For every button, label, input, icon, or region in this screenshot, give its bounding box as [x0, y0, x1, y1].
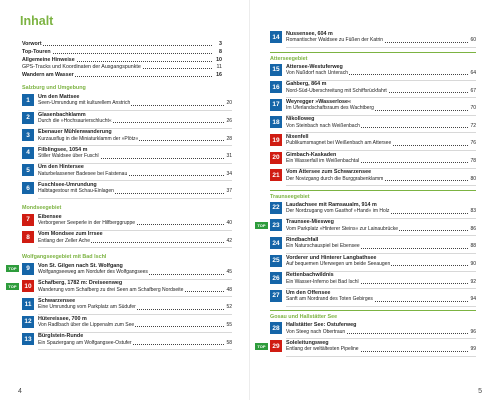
- front-matter-item[interactable]: [22, 63, 222, 71]
- page-number: 37: [226, 188, 232, 195]
- tour-number-badge: 23: [270, 219, 282, 231]
- toc-entry[interactable]: [22, 164, 232, 181]
- tour-title: Filblingsee, 1054 m: [38, 146, 88, 153]
- tour-subtitle: [286, 88, 476, 95]
- toc-entry[interactable]: [270, 99, 476, 116]
- tour-title: Um den Mattsee: [38, 94, 80, 100]
- tour-number-badge: 28: [270, 322, 282, 334]
- tour-subtitle: [38, 171, 232, 178]
- tour-subtitle-text: Ein Spaziergang am Wolfgangsee-Ostufer: [38, 339, 132, 346]
- tour-title: Von St. Gilgen nach St. Wolfgang: [38, 262, 123, 269]
- toc-entry[interactable]: [270, 31, 476, 48]
- tour-subtitle-text: Wanderung vom Schafberg zu drei Seen am Schafberg Nordseite: [38, 286, 184, 293]
- page-number: 10: [216, 56, 222, 63]
- toc-entry[interactable]: [270, 81, 476, 98]
- entry-divider: [286, 47, 476, 48]
- toc-entry[interactable]: [22, 182, 232, 199]
- tour-title: Laudachsee mit Ramsaualm, 914 m: [286, 201, 377, 208]
- tour-subtitle: [286, 243, 476, 250]
- tour-title: Fuschlsee-Umrundung: [38, 182, 97, 188]
- tour-number-badge: 20: [270, 152, 282, 164]
- tour-subtitle-text: Eine Umrundung vom Parkplatz am Südufer: [38, 304, 136, 311]
- tour-subtitle-text: Stiller Waldsee über Fuschl: [38, 153, 99, 160]
- tour-subtitle-text: Kurzausflug in die Miniaturklamm der »Plötz«: [38, 135, 139, 142]
- tour-subtitle: [286, 296, 476, 303]
- toc-entry[interactable]: [22, 129, 232, 146]
- page-number: 28: [226, 135, 232, 142]
- tour-title: Schwarzensee: [38, 298, 76, 304]
- top-tour-badge: TOP: [255, 343, 268, 350]
- tour-number-badge: 3: [22, 129, 34, 141]
- tour-subtitle: [286, 208, 476, 215]
- toc-entry[interactable]: [270, 340, 476, 357]
- toc-entry[interactable]: [270, 255, 476, 272]
- tour-number-badge: 27: [270, 290, 282, 302]
- entry-divider: [286, 306, 476, 307]
- tour-title: Um den Hintersee: [38, 164, 84, 171]
- tour-subtitle-text: Entlang der Zeller Ache: [38, 237, 90, 244]
- front-matter-item[interactable]: [22, 40, 222, 48]
- page-number: 80: [470, 175, 476, 182]
- tour-subtitle: [38, 153, 232, 160]
- entry-divider: [38, 198, 232, 199]
- section-heading: Atterseegebiet: [270, 52, 476, 62]
- page-number: 20: [226, 100, 232, 107]
- tour-subtitle: [38, 287, 232, 294]
- page-number: 8: [219, 48, 222, 55]
- page-number: 83: [470, 208, 476, 215]
- toc-entry[interactable]: [22, 214, 232, 231]
- page-number: 26: [226, 117, 232, 124]
- page-number: 76: [470, 140, 476, 147]
- tour-title: Soleleitungsweg: [286, 340, 329, 346]
- tour-title: Hallstätter See: Ostuferweg: [286, 322, 357, 329]
- tour-title: Rettenbachwildnis: [286, 272, 334, 279]
- tour-title: Weyregger »Wasserlose«: [286, 98, 352, 105]
- tour-number-badge: 13: [22, 333, 34, 345]
- page-number: 31: [226, 153, 232, 160]
- tour-subtitle-text: Ein Wasser-Inferno bei Bad Ischl: [286, 278, 359, 285]
- page-number: 72: [470, 122, 476, 129]
- tour-title: Rindbachfall: [286, 237, 319, 243]
- tour-subtitle: [38, 304, 232, 311]
- tour-subtitle: [286, 279, 476, 286]
- tour-number-badge: 25: [270, 255, 282, 267]
- tour-number-badge: 18: [270, 116, 282, 128]
- tour-subtitle-text: Verborgener Seeperle in der Hilfberggruppe: [38, 219, 136, 226]
- section-heading: Mondseegebiet: [22, 204, 62, 211]
- page-number: 86: [470, 225, 476, 232]
- tour-subtitle-text: Der Nordzugang vom Gasthof »Hand« im Holz: [286, 208, 390, 215]
- page-number: 52: [226, 304, 232, 311]
- dot-leader: [22, 40, 212, 46]
- tour-title: Vom Mondsee zum Irrsee: [38, 231, 103, 238]
- front-matter-label: GPS-Tracks und Koordinaten der Ausgangspunkte: [22, 64, 141, 71]
- tour-title: Vorderer und Hinterer Langbathsee: [286, 254, 377, 261]
- tour-subtitle: [38, 238, 232, 245]
- tour-subtitle-text: Von Nußdorf nach Unterach: [286, 69, 348, 76]
- front-matter-label: Wandern am Wasser: [22, 72, 74, 79]
- tour-number-badge: 22: [270, 202, 282, 214]
- toc-entry[interactable]: [22, 94, 232, 111]
- tour-subtitle: [286, 329, 476, 336]
- tour-subtitle-text: Sanft am Nordrand des Toten Gebirges: [286, 296, 373, 303]
- section-heading: Gosau und Hallstätter See: [270, 310, 476, 320]
- tour-subtitle: [286, 226, 476, 233]
- toc-entry[interactable]: [22, 147, 232, 164]
- tour-number-badge: 1: [22, 94, 34, 106]
- tour-subtitle-text: Romantischer Waldsee zu Füßen der Katrin: [286, 37, 384, 44]
- page-folio: 4: [18, 388, 22, 395]
- tour-subtitle: [286, 346, 476, 353]
- toc-entry[interactable]: [270, 169, 476, 186]
- toc-entry[interactable]: [270, 290, 476, 307]
- toc-entry[interactable]: [270, 152, 476, 169]
- toc-entry[interactable]: [22, 112, 232, 129]
- tour-subtitle-text: Von Radlbach über die Lippenalm zum See: [38, 321, 135, 328]
- section-heading: Wolfgangseegebiet mit Bad Ischl: [22, 253, 107, 260]
- tour-title: Nixenfell: [286, 134, 309, 140]
- toc-entry[interactable]: [22, 263, 232, 280]
- toc-entry[interactable]: [270, 272, 476, 289]
- tour-number-badge: 6: [22, 182, 34, 194]
- tour-title: Um den Offensee: [286, 289, 331, 296]
- tour-subtitle: [38, 322, 232, 329]
- tour-subtitle-text: Der Novizgang durch die Burggrabenklamm: [286, 175, 384, 182]
- page-number: 16: [216, 72, 222, 79]
- page-number: 11: [216, 64, 222, 71]
- toc-entry[interactable]: [270, 322, 476, 339]
- toc-entry[interactable]: [270, 202, 476, 219]
- tour-number-badge: 7: [22, 214, 34, 226]
- tour-number-badge: 24: [270, 237, 282, 249]
- top-tour-badge: TOP: [255, 222, 268, 229]
- page-number: 40: [226, 219, 232, 226]
- page-title: Inhalt: [20, 14, 54, 28]
- front-matter-label: Top-Touren: [22, 48, 51, 55]
- page-number: 42: [226, 237, 232, 244]
- toc-entry[interactable]: [270, 64, 476, 81]
- toc-entry[interactable]: [22, 231, 232, 248]
- tour-subtitle-text: Auf bequemen Uferwegen um beide Seeaugen: [286, 260, 391, 267]
- front-matter-item[interactable]: [22, 56, 222, 64]
- page-number: 48: [226, 286, 232, 293]
- tour-subtitle-text: Durch die »Hochsaurierschlucht«: [38, 117, 112, 124]
- tour-subtitle-text: Entlang der weltältesten Pipeline: [286, 346, 359, 353]
- tour-subtitle-text: Seen-Umrundung mit kulturellem Anstrich: [38, 100, 131, 107]
- tour-subtitle-text: Publikumsmagnet bei Weißenbach am Attersee: [286, 140, 392, 147]
- tour-title: Vom Attersee zum Schwarzensee: [286, 169, 372, 176]
- tour-number-badge: 2: [22, 112, 34, 124]
- front-matter-item[interactable]: [22, 71, 222, 79]
- tour-number-badge: 26: [270, 272, 282, 284]
- tour-subtitle-text: Wolfgangseeweg am Nordufer des Wolfgangsees: [38, 269, 148, 276]
- tour-number-badge: 15: [270, 64, 282, 76]
- toc-entry[interactable]: [22, 280, 232, 297]
- tour-title: Eibensee: [38, 213, 62, 220]
- tour-number-badge: 29: [270, 340, 282, 352]
- tour-subtitle: [38, 136, 232, 143]
- toc-entry[interactable]: [22, 333, 232, 350]
- page-number: 34: [226, 170, 232, 177]
- tour-subtitle: [38, 100, 232, 107]
- entry-divider: [286, 356, 476, 357]
- front-matter-label: Allgemeine Hinweise: [22, 56, 75, 63]
- tour-title: Hütereissee, 700 m: [38, 315, 87, 322]
- top-tour-badge: TOP: [6, 283, 19, 290]
- tour-number-badge: 19: [270, 134, 282, 146]
- tour-subtitle-text: Nord-Süd-Überschreitung mit Schiffsrückfahrt: [286, 87, 387, 94]
- toc-entry[interactable]: [270, 116, 476, 133]
- tour-number-badge: 5: [22, 164, 34, 176]
- tour-subtitle-text: Von Steinbach nach Weißenbach: [286, 122, 360, 129]
- tour-number-badge: 8: [22, 231, 34, 243]
- tour-subtitle: [38, 269, 232, 276]
- tour-subtitle: [286, 123, 476, 130]
- toc-entry[interactable]: [270, 237, 476, 254]
- page-number: 94: [470, 296, 476, 303]
- page-number: 58: [226, 339, 232, 346]
- page-number: 96: [470, 328, 476, 335]
- right-page: [250, 0, 500, 400]
- tour-title: Glasenbachklamm: [38, 111, 86, 118]
- tour-subtitle: [38, 188, 232, 195]
- tour-subtitle: [286, 158, 476, 165]
- tour-subtitle-text: Naturbelassener Badesee bei Faistenau: [38, 170, 128, 177]
- page-number: 70: [470, 105, 476, 112]
- tour-title: Gimbach-Kaskaden: [286, 151, 337, 158]
- section-heading: Traunseegebiet: [270, 190, 476, 200]
- tour-title: Attersee-Westuferweg: [286, 63, 343, 70]
- tour-subtitle: [38, 340, 232, 347]
- page-number: 78: [470, 157, 476, 164]
- tour-title: Ebenauer Mühlenwanderung: [38, 129, 112, 136]
- tour-subtitle: [286, 70, 476, 77]
- tour-subtitle-text: Vom Parkplatz »Hinterer Steins« zur Lainaubrücke: [286, 225, 399, 232]
- tour-title: Gahberg, 864 m: [286, 81, 327, 88]
- tour-subtitle: [286, 176, 476, 183]
- tour-number-badge: 10: [22, 280, 34, 292]
- page-number: 3: [219, 41, 222, 47]
- entry-divider: [38, 349, 232, 350]
- tour-number-badge: 12: [22, 316, 34, 328]
- tour-number-badge: 4: [22, 147, 34, 159]
- tour-title: Schafberg, 1782 m: Dreiseenweg: [38, 280, 123, 287]
- page-number: 60: [470, 37, 476, 44]
- tour-title: Nussensee, 604 m: [286, 31, 333, 37]
- tour-number-badge: 16: [270, 81, 282, 93]
- entry-divider: [286, 185, 476, 186]
- page-number: 67: [470, 87, 476, 94]
- tour-subtitle: [286, 261, 476, 268]
- toc-entry[interactable]: [270, 134, 476, 151]
- toc-entry[interactable]: [270, 219, 476, 236]
- top-tour-badge: TOP: [6, 265, 19, 272]
- tour-subtitle: [286, 37, 476, 44]
- tour-number-badge: 14: [270, 31, 282, 43]
- tour-subtitle: [286, 105, 476, 112]
- tour-subtitle-text: Von Steeg nach Obertraun: [286, 328, 346, 335]
- page-number: 45: [226, 269, 232, 276]
- tour-subtitle: [286, 140, 476, 147]
- tour-subtitle-text: Im Uferlandschaftsraum des Wachtberg: [286, 105, 374, 112]
- tour-title: Traunsee-Miesweg: [286, 219, 334, 226]
- toc-entry[interactable]: [22, 316, 232, 333]
- tour-title: Bürglstein-Runde: [38, 333, 84, 340]
- tour-title: Nikolloweg: [286, 116, 315, 123]
- tour-number-badge: 9: [22, 263, 34, 275]
- page-number: 64: [470, 69, 476, 76]
- page-number: 55: [226, 321, 232, 328]
- page-number: 99: [470, 346, 476, 353]
- page-folio: 5: [478, 388, 482, 395]
- tour-subtitle-text: Ein Wasserfall im Weißenbachtal: [286, 157, 360, 164]
- section-heading: Salzburg und Umgebung: [22, 85, 86, 91]
- tour-number-badge: 17: [270, 99, 282, 111]
- front-matter-item[interactable]: [22, 48, 222, 56]
- tour-number-badge: 21: [270, 169, 282, 181]
- entry-divider: [38, 247, 232, 248]
- page-number: 88: [470, 243, 476, 250]
- page-number: 92: [470, 278, 476, 285]
- tour-subtitle: [38, 118, 232, 125]
- tour-number-badge: 11: [22, 298, 34, 310]
- tour-subtitle: [38, 220, 232, 227]
- toc-entry[interactable]: [22, 298, 232, 315]
- tour-subtitle-text: Halbtagestour mit Schau-Einlagen: [38, 188, 114, 195]
- page-number: 90: [470, 260, 476, 267]
- tour-subtitle-text: Ein Naturschauspiel bei Ebensee: [286, 243, 360, 250]
- front-matter-label: Vorwort: [22, 41, 42, 47]
